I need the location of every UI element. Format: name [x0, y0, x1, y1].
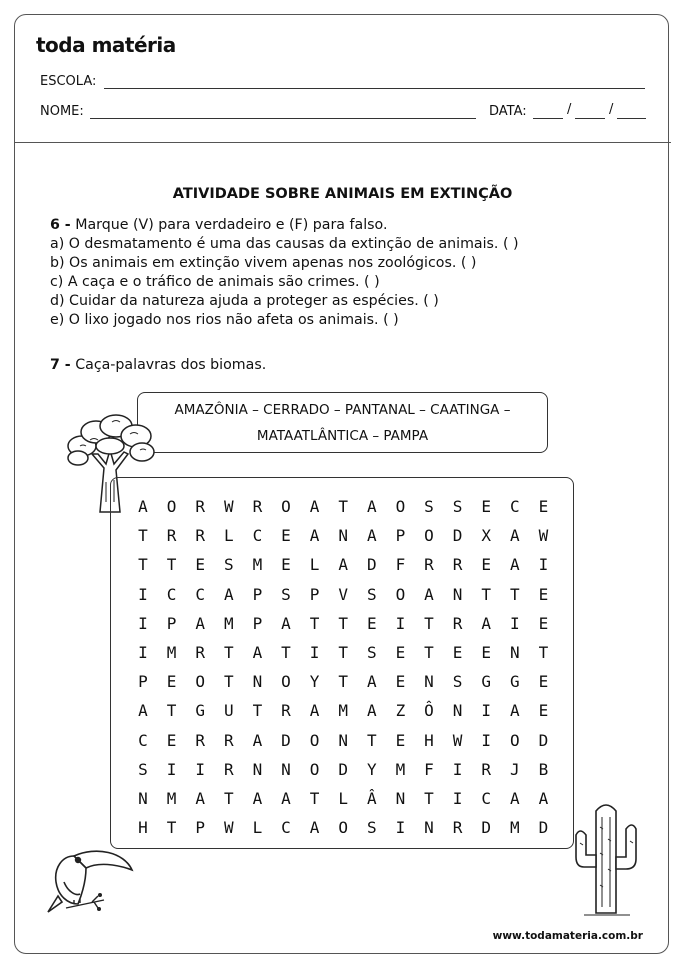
grid-letter[interactable]: A	[138, 701, 148, 721]
grid-letter[interactable]: M	[166, 789, 177, 808]
grid-letter[interactable]: P	[309, 584, 320, 604]
grid-letter[interactable]: I	[481, 701, 491, 721]
grid-letter[interactable]: I	[195, 759, 205, 779]
grid-letter[interactable]: N	[424, 672, 434, 692]
grid-letter[interactable]: T	[223, 672, 234, 692]
grid-letter[interactable]: A	[252, 789, 263, 808]
grid-letter[interactable]: I	[138, 584, 148, 604]
grid-letter[interactable]: S	[424, 497, 434, 516]
question-6-text: Marque (V) para verdadeiro e (F) para falso.	[70, 217, 388, 233]
grid-letter[interactable]: A	[338, 555, 348, 575]
grid-letter[interactable]: G	[481, 672, 491, 692]
question-6-item-d: d) Cuidar da natureza ajuda a proteger as espécies. ( )	[50, 293, 439, 309]
grid-letter[interactable]: O	[166, 497, 177, 516]
grid-letter[interactable]: M	[338, 701, 348, 721]
grid-letter[interactable]: C	[509, 497, 520, 516]
nome-field[interactable]	[90, 118, 476, 119]
grid-letter[interactable]: I	[166, 759, 177, 779]
grid-letter[interactable]: C	[195, 584, 205, 604]
grid-letter[interactable]: E	[366, 613, 377, 633]
grid-letter[interactable]: W	[223, 818, 234, 838]
grid-letter[interactable]: L	[309, 555, 320, 575]
grid-letter[interactable]: E	[395, 672, 406, 692]
escola-label: ESCOLA:	[40, 74, 97, 89]
grid-letter[interactable]: Y	[309, 672, 320, 692]
grid-letter[interactable]: I	[138, 643, 148, 662]
grid-letter[interactable]: N	[338, 526, 348, 546]
grid-letter[interactable]: E	[395, 730, 406, 750]
grid-letter[interactable]: C	[166, 584, 177, 604]
grid-letter[interactable]: N	[452, 701, 463, 721]
grid-letter[interactable]: I	[509, 613, 520, 633]
grid-letter[interactable]: D	[366, 555, 377, 575]
grid-letter[interactable]: M	[223, 613, 234, 633]
question-6-number: 6 -	[50, 217, 71, 233]
grid-letter[interactable]: N	[395, 789, 406, 808]
grid-letter[interactable]: I	[452, 759, 463, 779]
grid-letter[interactable]: S	[366, 818, 377, 838]
grid-letter[interactable]: M	[509, 818, 520, 838]
grid-letter[interactable]: T	[138, 526, 148, 546]
grid-letter[interactable]: R	[452, 555, 463, 575]
grid-letter[interactable]: H	[138, 818, 148, 838]
grid-letter[interactable]: A	[138, 497, 148, 516]
grid-letter[interactable]: P	[252, 613, 263, 633]
grid-letter[interactable]: G	[509, 672, 520, 692]
question-7-number: 7 -	[50, 357, 71, 373]
grid-letter[interactable]: A	[509, 701, 520, 721]
grid-letter[interactable]: R	[195, 526, 205, 546]
grid-letter[interactable]: S	[366, 643, 377, 662]
header-divider	[14, 142, 671, 143]
grid-letter[interactable]: P	[252, 584, 263, 604]
grid-letter[interactable]: A	[309, 526, 320, 546]
grid-letter[interactable]: Y	[366, 759, 377, 779]
grid-letter[interactable]: E	[281, 526, 291, 546]
grid-letter[interactable]: U	[223, 701, 234, 721]
grid-letter[interactable]: A	[366, 701, 377, 721]
grid-letter[interactable]: T	[338, 672, 348, 692]
grid-letter[interactable]: L	[338, 789, 348, 808]
grid-letter[interactable]: A	[309, 818, 320, 838]
grid-letter[interactable]: A	[252, 730, 263, 750]
cactus-icon	[570, 797, 642, 917]
grid-letter[interactable]: A	[424, 584, 434, 604]
date-year-field[interactable]	[617, 118, 646, 119]
grid-letter[interactable]: C	[252, 526, 263, 546]
grid-letter[interactable]: W	[538, 526, 549, 546]
grid-letter[interactable]: R	[481, 759, 491, 779]
grid-letter[interactable]: R	[195, 497, 205, 516]
grid-letter[interactable]: T	[166, 701, 177, 721]
grid-letter[interactable]: A	[195, 789, 205, 808]
grid-letter[interactable]: S	[366, 584, 377, 604]
grid-letter[interactable]: O	[338, 818, 348, 838]
grid-letter[interactable]: C	[138, 730, 148, 750]
question-7-prompt	[50, 357, 266, 373]
grid-letter[interactable]: D	[452, 526, 463, 546]
grid-letter[interactable]: E	[481, 497, 491, 516]
grid-letter[interactable]: O	[281, 672, 291, 692]
grid-letter[interactable]: R	[424, 555, 434, 575]
grid-letter[interactable]: E	[538, 672, 549, 692]
grid-letter[interactable]: E	[166, 672, 177, 692]
grid-letter[interactable]: N	[252, 672, 263, 692]
activity-title: ATIVIDADE SOBRE ANIMAIS EM EXTINÇÃO	[172, 186, 513, 202]
question-6-item-e: e) O lixo jogado nos rios não afeta os animais. ( )	[50, 312, 399, 328]
grid-letter[interactable]: S	[281, 584, 291, 604]
grid-letter[interactable]: P	[195, 818, 205, 838]
grid-letter[interactable]: R	[223, 730, 234, 750]
nome-label: NOME:	[40, 104, 84, 119]
grid-letter[interactable]: A	[309, 497, 320, 516]
grid-letter[interactable]: I	[395, 818, 406, 838]
grid-letter[interactable]: L	[223, 526, 234, 546]
grid-letter[interactable]: A	[366, 672, 377, 692]
grid-letter[interactable]: R	[452, 613, 463, 633]
escola-field[interactable]	[104, 88, 645, 89]
grid-letter[interactable]: O	[395, 497, 406, 516]
grid-letter[interactable]: A	[309, 701, 320, 721]
grid-letter[interactable]: T	[166, 555, 177, 575]
grid-letter[interactable]: E	[281, 555, 291, 575]
grid-letter[interactable]: R	[195, 730, 205, 750]
grid-letter[interactable]: N	[138, 789, 148, 808]
data-label: DATA:	[489, 104, 527, 119]
grid-letter[interactable]: T	[424, 789, 434, 808]
grid-letter[interactable]: O	[424, 526, 434, 546]
grid-letter[interactable]: E	[538, 584, 549, 604]
grid-letter[interactable]: N	[452, 584, 463, 604]
grid-letter[interactable]: M	[252, 555, 263, 575]
date-month-field[interactable]	[575, 118, 605, 119]
grid-letter[interactable]: C	[281, 818, 291, 838]
grid-letter[interactable]: N	[424, 818, 434, 838]
grid-letter[interactable]: E	[195, 555, 205, 575]
grid-letter[interactable]: P	[395, 526, 406, 546]
grid-letter[interactable]: T	[252, 701, 263, 721]
grid-letter[interactable]: R	[166, 526, 177, 546]
grid-letter[interactable]: O	[195, 672, 205, 692]
grid-letter[interactable]: R	[281, 701, 291, 721]
footer-url[interactable]: www.todamateria.com.br	[492, 930, 643, 942]
grid-letter[interactable]: T	[424, 613, 434, 633]
grid-letter[interactable]: G	[195, 701, 205, 721]
grid-letter[interactable]: I	[481, 730, 491, 750]
grid-letter[interactable]: T	[223, 789, 234, 808]
grid-letter[interactable]: E	[538, 613, 549, 633]
grid-letter[interactable]: T	[366, 730, 377, 750]
grid-letter[interactable]: N	[252, 759, 263, 779]
word-bank-line-2: MATAATLÂNTICA – PAMPA	[256, 428, 429, 444]
grid-letter[interactable]: T	[309, 789, 320, 808]
grid-letter[interactable]: S	[138, 759, 148, 779]
grid-letter[interactable]: N	[281, 759, 291, 779]
question-6-item-b: b) Os animais em extinção vivem apenas nos zoológicos. ( )	[50, 255, 477, 271]
grid-letter[interactable]: E	[166, 730, 177, 750]
grid-letter[interactable]: I	[395, 613, 406, 633]
grid-letter[interactable]: R	[252, 497, 263, 516]
grid-letter[interactable]: A	[366, 526, 377, 546]
grid-letter[interactable]: R	[195, 643, 205, 662]
grid-letter[interactable]: A	[281, 613, 291, 633]
grid-letter[interactable]: J	[509, 759, 520, 779]
grid-letter[interactable]: A	[252, 643, 263, 662]
grid-letter[interactable]: O	[509, 730, 520, 750]
grid-letter[interactable]: E	[481, 555, 491, 575]
grid-letter[interactable]: I	[452, 789, 463, 808]
grid-letter[interactable]: A	[509, 526, 520, 546]
grid-letter[interactable]: C	[481, 789, 491, 808]
grid-letter[interactable]: T	[309, 613, 320, 633]
date-separator: /	[609, 102, 614, 117]
grid-letter[interactable]: P	[138, 672, 148, 692]
grid-letter[interactable]: Â	[366, 789, 377, 808]
grid-letter[interactable]: W	[223, 497, 234, 516]
grid-letter[interactable]: E	[538, 497, 549, 516]
word-bank-line-1: AMAZÔNIA – CERRADO – PANTANAL – CAATINGA –	[174, 402, 511, 418]
grid-letter[interactable]: T	[338, 497, 348, 516]
grid-letter[interactable]: O	[309, 730, 320, 750]
grid-letter[interactable]: S	[452, 672, 463, 692]
grid-letter[interactable]: E	[481, 643, 491, 662]
word-bank	[137, 392, 548, 453]
grid-letter[interactable]: P	[166, 613, 177, 633]
grid-letter[interactable]: T	[166, 818, 177, 838]
grid-letter[interactable]: T	[509, 584, 520, 604]
grid-letter[interactable]: M	[166, 643, 177, 662]
grid-letter[interactable]: S	[223, 555, 234, 575]
grid-letter[interactable]: N	[338, 730, 348, 750]
grid-letter[interactable]: T	[538, 643, 549, 662]
grid-letter[interactable]: D	[538, 818, 549, 838]
grid-letter[interactable]: T	[138, 555, 148, 575]
grid-letter[interactable]: Ô	[424, 701, 434, 721]
grid-letter[interactable]: A	[538, 789, 549, 808]
question-6-item-c: c) A caça e o tráfico de animais são crimes. ( )	[50, 274, 380, 290]
grid-letter[interactable]: A	[481, 613, 491, 633]
grid-letter[interactable]: D	[281, 730, 291, 750]
grid-letter[interactable]: F	[424, 759, 434, 779]
grid-letter[interactable]: T	[223, 643, 234, 662]
grid-letter[interactable]: E	[395, 643, 406, 662]
grid-letter[interactable]: F	[395, 555, 406, 575]
word-search-grid	[110, 477, 574, 849]
grid-letter[interactable]: A	[509, 555, 520, 575]
toucan-icon	[44, 838, 136, 916]
grid-letter[interactable]: W	[452, 730, 463, 750]
grid-letter[interactable]: T	[281, 643, 291, 662]
logo: toda matéria	[36, 33, 176, 57]
grid-letter[interactable]: N	[509, 643, 520, 662]
grid-letter[interactable]: X	[481, 526, 491, 546]
grid-letter[interactable]: I	[138, 613, 148, 633]
grid-letter[interactable]: T	[424, 643, 434, 662]
grid-letter[interactable]: R	[223, 759, 234, 779]
grid-letter[interactable]: T	[338, 643, 348, 662]
grid-letter[interactable]: V	[338, 584, 348, 604]
grid-letter[interactable]: S	[452, 497, 463, 516]
grid-letter[interactable]: A	[509, 789, 520, 808]
grid-letter[interactable]: O	[281, 497, 291, 516]
date-day-field[interactable]	[533, 118, 563, 119]
grid-letter[interactable]: B	[538, 759, 549, 779]
grid-letter[interactable]: D	[338, 759, 348, 779]
question-6-item-a: a) O desmatamento é uma das causas da extinção de animais. ( )	[50, 236, 519, 252]
grid-letter[interactable]: A	[281, 789, 291, 808]
grid-letter[interactable]: O	[309, 759, 320, 779]
grid-letter[interactable]: I	[538, 555, 549, 575]
grid-letter[interactable]: A	[195, 613, 205, 633]
grid-letter[interactable]: D	[481, 818, 491, 838]
grid-letter[interactable]: A	[223, 584, 234, 604]
grid-letter[interactable]: M	[395, 759, 406, 779]
grid-letter[interactable]: E	[452, 643, 463, 662]
grid-letter[interactable]: T	[338, 613, 348, 633]
grid-letter[interactable]: I	[309, 643, 320, 662]
grid-letter[interactable]: A	[366, 497, 377, 516]
question-6-prompt	[50, 217, 387, 233]
question-7-text: Caça-palavras dos biomas.	[70, 357, 267, 373]
grid-letter[interactable]: Z	[395, 701, 406, 721]
grid-letter[interactable]: H	[424, 730, 434, 750]
grid-letter[interactable]: L	[252, 818, 263, 838]
grid-letter[interactable]: E	[538, 701, 549, 721]
grid-letter[interactable]: D	[538, 730, 549, 750]
grid-letter[interactable]: T	[481, 584, 491, 604]
date-separator: /	[567, 102, 572, 117]
grid-letter[interactable]: O	[395, 584, 406, 604]
grid-letter[interactable]: R	[452, 818, 463, 838]
